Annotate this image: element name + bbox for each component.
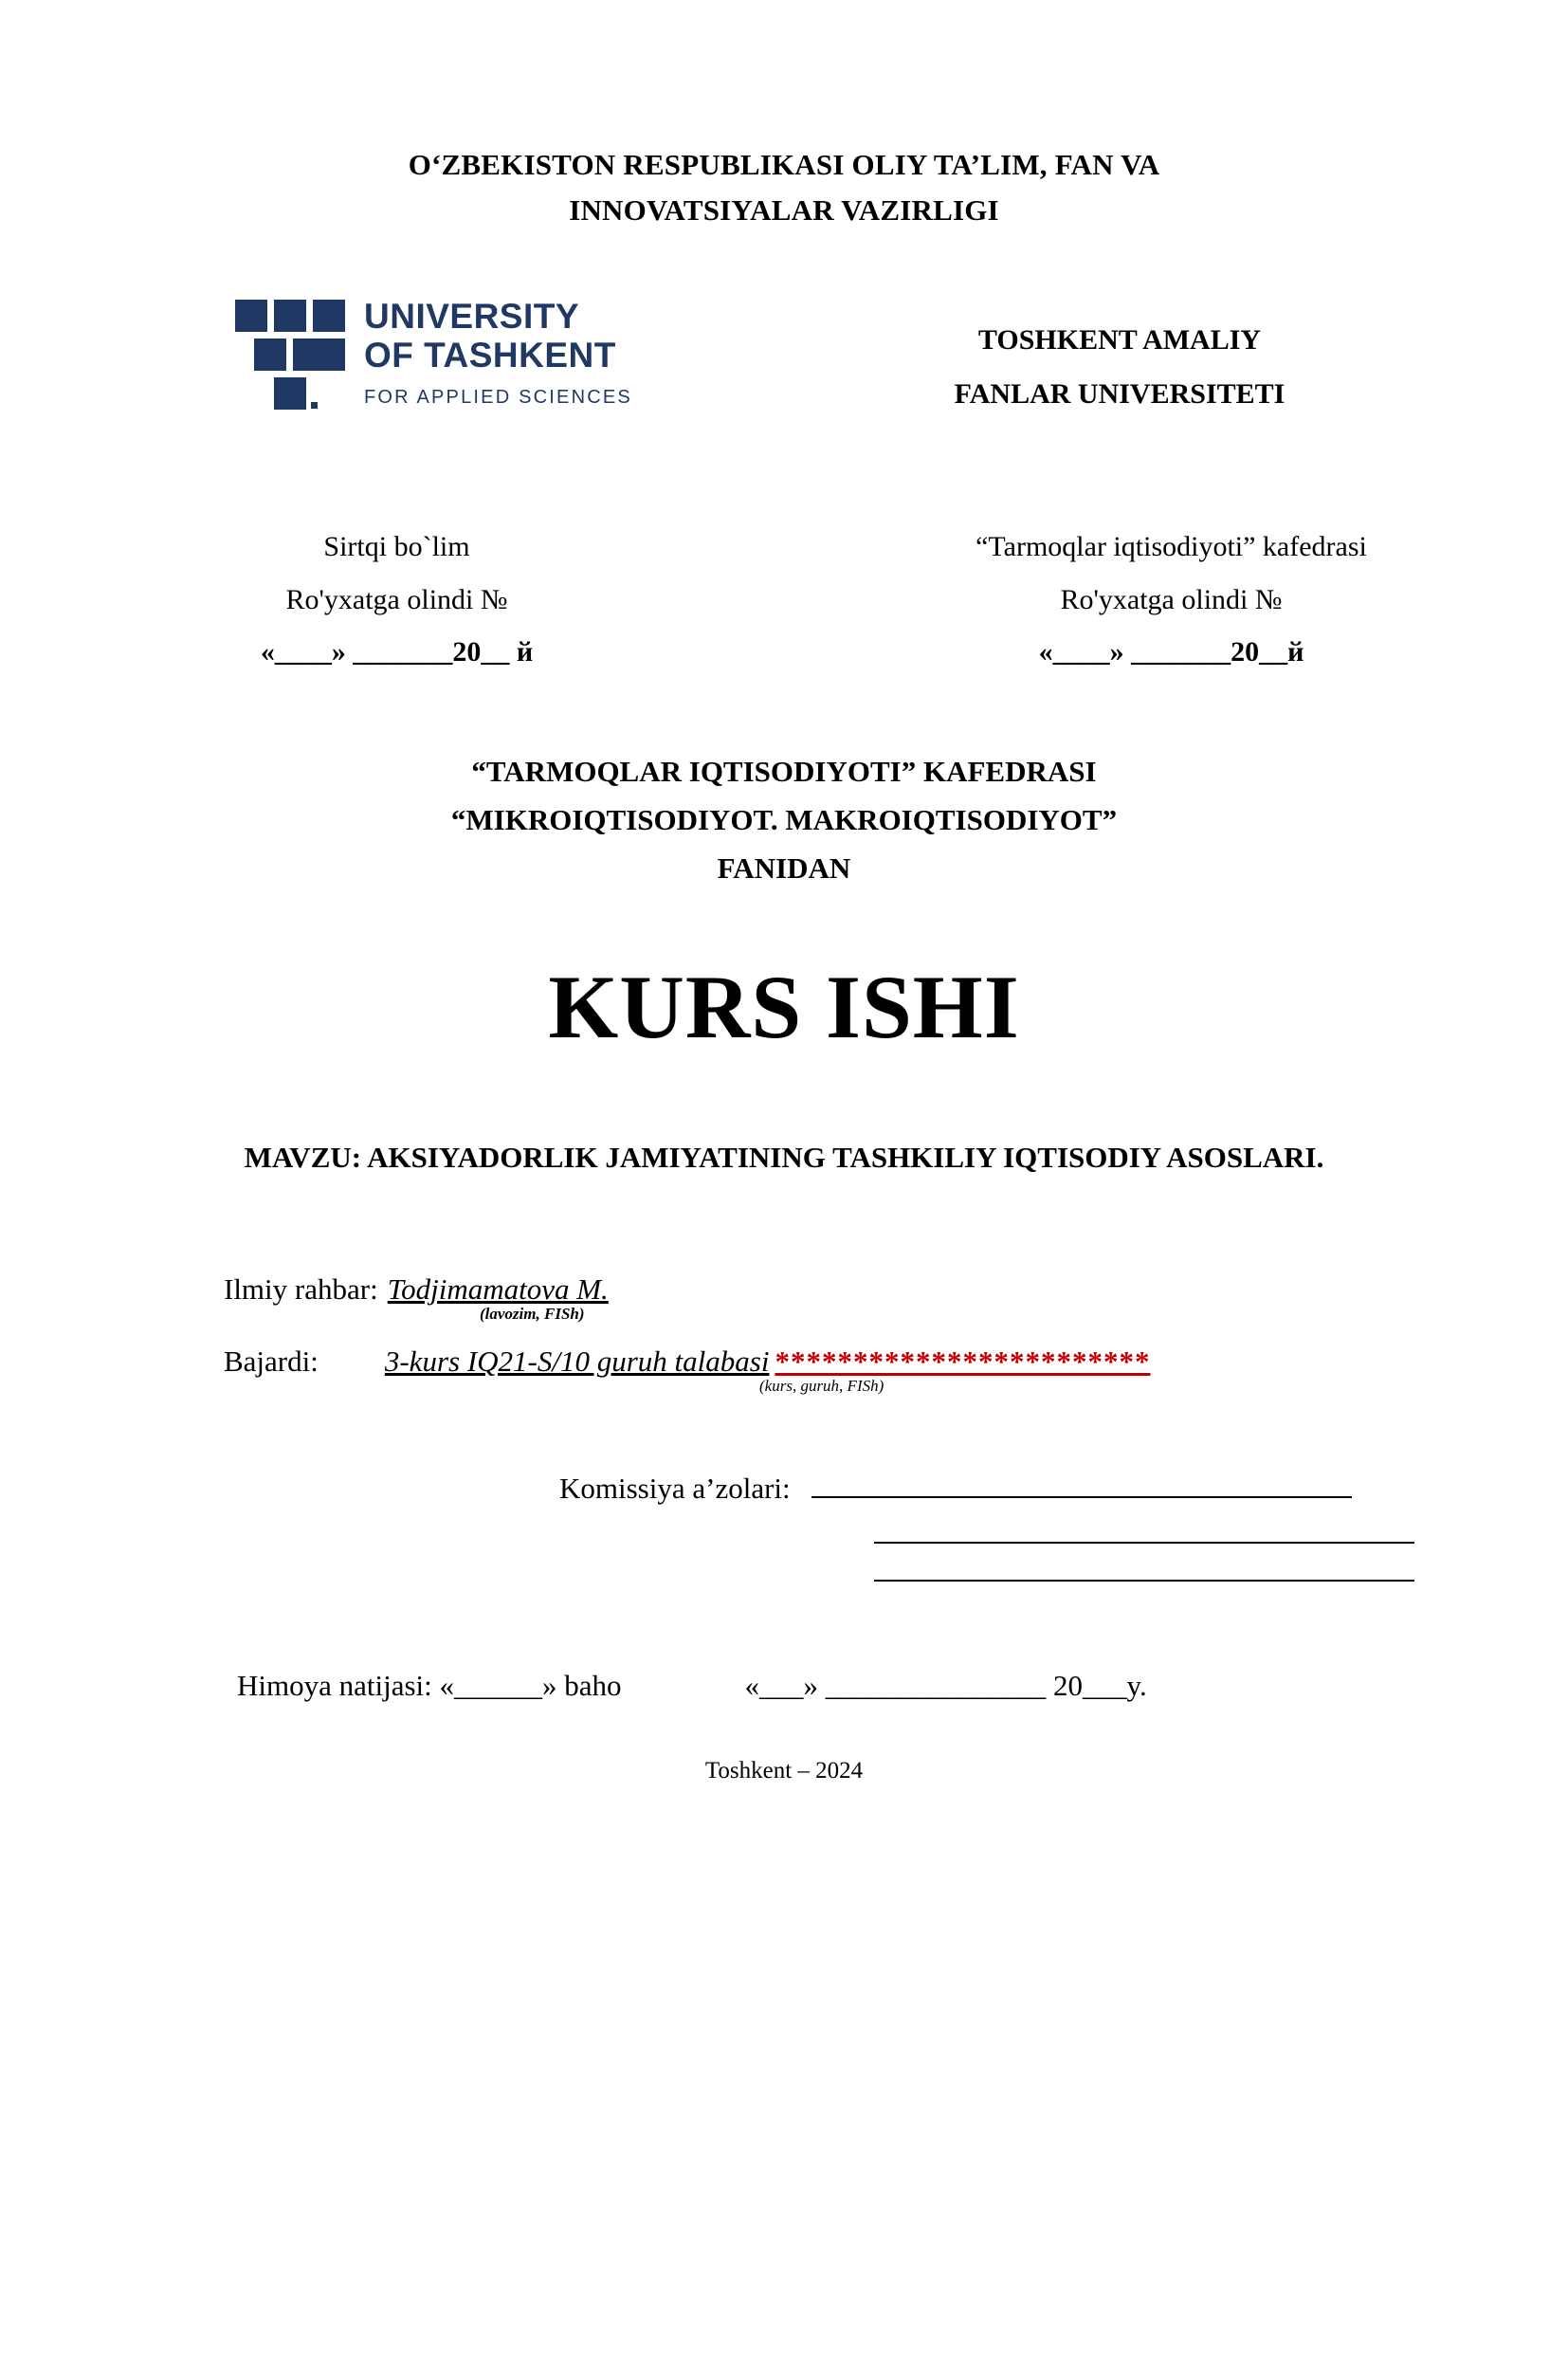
defense-result-row xyxy=(0,1669,1568,1703)
supervisor-hint: (lavozim, FISh) xyxy=(480,1305,585,1324)
subject-block xyxy=(0,747,1568,892)
commission-blank-3 xyxy=(874,1544,1414,1582)
author-name-redacted: ************************ xyxy=(775,1345,1151,1379)
ministry-heading xyxy=(0,142,1568,233)
commission-blank-1 xyxy=(811,1468,1352,1498)
defense-grade: Himoya natijasi: «______» baho xyxy=(237,1669,622,1703)
university-name xyxy=(728,313,1568,421)
registration-right-date: «____» _______20__й xyxy=(1038,636,1304,668)
author-row xyxy=(224,1345,1568,1379)
university-logo xyxy=(235,292,728,418)
registration-left-number: Ro'yxatga olindi № xyxy=(285,583,508,615)
cover-page xyxy=(0,142,1568,2360)
registration-block xyxy=(0,521,1568,679)
logo-wordmark xyxy=(364,292,632,409)
registration-right-number: Ro'yxatga olindi № xyxy=(1060,583,1283,615)
ministry-line-2: INNOVATSIYALAR VAZIRLIGI xyxy=(569,193,999,228)
commission-row-3 xyxy=(559,1544,1568,1582)
document-title: KURS ISHI xyxy=(548,957,1020,1058)
logo-line-3: FOR APPLIED SCIENCES xyxy=(364,387,632,409)
page-footer: Toshkent – 2024 xyxy=(704,1758,864,1784)
commission-block xyxy=(0,1468,1568,1582)
author-hint: (kurs, guruh, FISh) xyxy=(759,1377,884,1396)
commission-label: Komissiya a’zolari: xyxy=(559,1472,791,1506)
subject-name: “MIKROIQTISODIYOT. MAKROIQTISODIYOT” xyxy=(450,802,1118,836)
supervisor-value: Todjimamatova M. xyxy=(387,1272,609,1307)
university-line-1: TOSHKENT AMALIY xyxy=(977,324,1262,357)
logo-line-1: UNIVERSITY xyxy=(364,297,580,337)
commission-row-1 xyxy=(559,1468,1568,1506)
ministry-line-1: O‘ZBEKISTON RESPUBLIKASI OLIY TA’LIM, FAN VA xyxy=(408,148,1160,181)
registration-left xyxy=(0,521,812,679)
university-line-2: FANLAR UNIVERSITETI xyxy=(954,378,1285,411)
author-value: 3-kurs IQ21-S/10 guruh talabasi xyxy=(384,1345,770,1379)
registration-left-date: «____» _______20__ й xyxy=(260,636,534,668)
registration-right-title: “Tarmoqlar iqtisodiyoti” kafedrasi xyxy=(975,531,1367,563)
defense-date: «___» _______________ 20___y. xyxy=(744,1669,1147,1703)
registration-right xyxy=(812,521,1568,679)
supervisor-row xyxy=(224,1272,1568,1307)
commission-blank-2 xyxy=(874,1506,1414,1544)
logo-squares-icon xyxy=(235,300,349,418)
logo-and-university-row xyxy=(0,292,1568,421)
document-topic: MAVZU: AKSIYADORLIK JAMIYATINING TASHKILIY IQTISODIY ASOSLARI. xyxy=(244,1141,1324,1175)
department-name: “TARMOQLAR IQTISODIYOTI” KAFEDRASI xyxy=(471,754,1097,788)
commission-row-2 xyxy=(559,1506,1568,1544)
subject-suffix: FANIDAN xyxy=(717,851,851,885)
registration-left-title: Sirtqi bo`lim xyxy=(323,531,470,563)
signature-fields xyxy=(0,1272,1568,1396)
logo-line-2: OF TASHKENT xyxy=(364,335,616,375)
author-label: Bajardi: xyxy=(224,1345,319,1379)
supervisor-label: Ilmiy rahbar: xyxy=(224,1272,378,1307)
